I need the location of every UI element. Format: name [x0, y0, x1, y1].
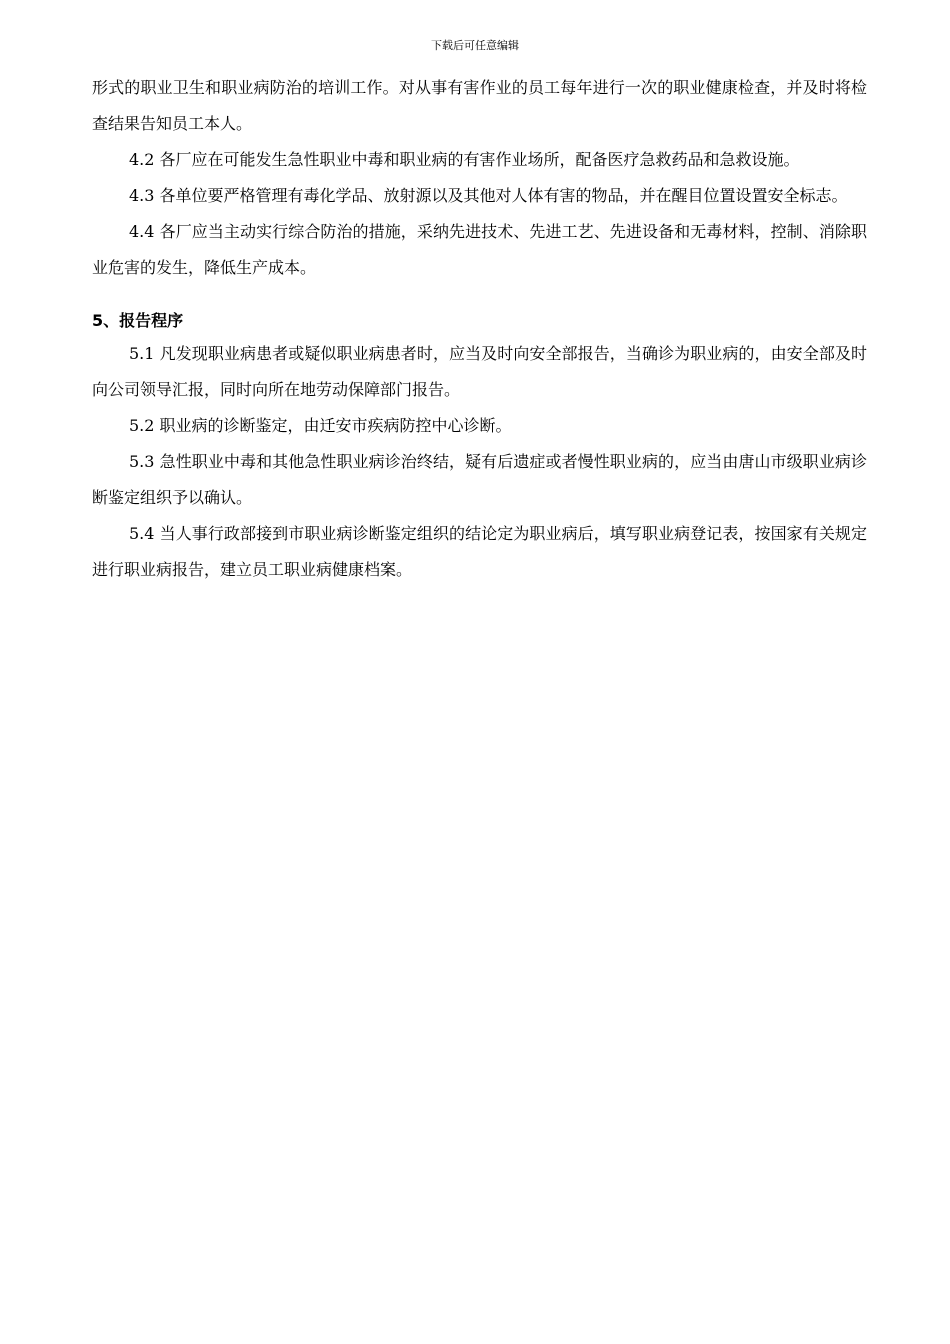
document-body	[92, 70, 867, 588]
paragraph-4-3: 4.3 各单位要严格管理有毒化学品、放射源以及其他对人体有害的物品，并在醒目位置设置安全标志。	[129, 186, 848, 205]
paragraph-4-2: 4.2 各厂应在可能发生急性职业中毒和职业病的有害作业场所，配备医疗急救药品和急救设施。	[129, 150, 800, 169]
paragraph-4-1-continuation: 形式的职业卫生和职业病防治的培训工作。对从事有害作业的员工每年进行一次的职业健康检查，并及时将检查结果告知员工本人。	[92, 78, 867, 133]
page-header: 下载后可任意编辑	[431, 39, 519, 52]
section-5-heading: 5、报告程序	[92, 311, 184, 330]
paragraph-4-4: 4.4 各厂应当主动实行综合防治的措施，采纳先进技术、先进工艺、先进设备和无毒材料，控制、消除职业危害的发生，降低生产成本。	[92, 222, 867, 277]
paragraph-5-4: 5.4 当人事行政部接到市职业病诊断鉴定组织的结论定为职业病后，填写职业病登记表，按国家有关规定进行职业病报告，建立员工职业病健康档案。	[92, 524, 867, 579]
paragraph-5-2: 5.2 职业病的诊断鉴定，由迁安市疾病防控中心诊断。	[129, 416, 512, 435]
paragraph-5-1: 5.1 凡发现职业病患者或疑似职业病患者时，应当及时向安全部报告，当确诊为职业病的，由安全部及时向公司领导汇报，同时向所在地劳动保障部门报告。	[92, 344, 867, 399]
paragraph-5-3: 5.3 急性职业中毒和其他急性职业病诊治终结，疑有后遗症或者慢性职业病的，应当由唐山市级职业病诊断鉴定组织予以确认。	[92, 452, 867, 507]
